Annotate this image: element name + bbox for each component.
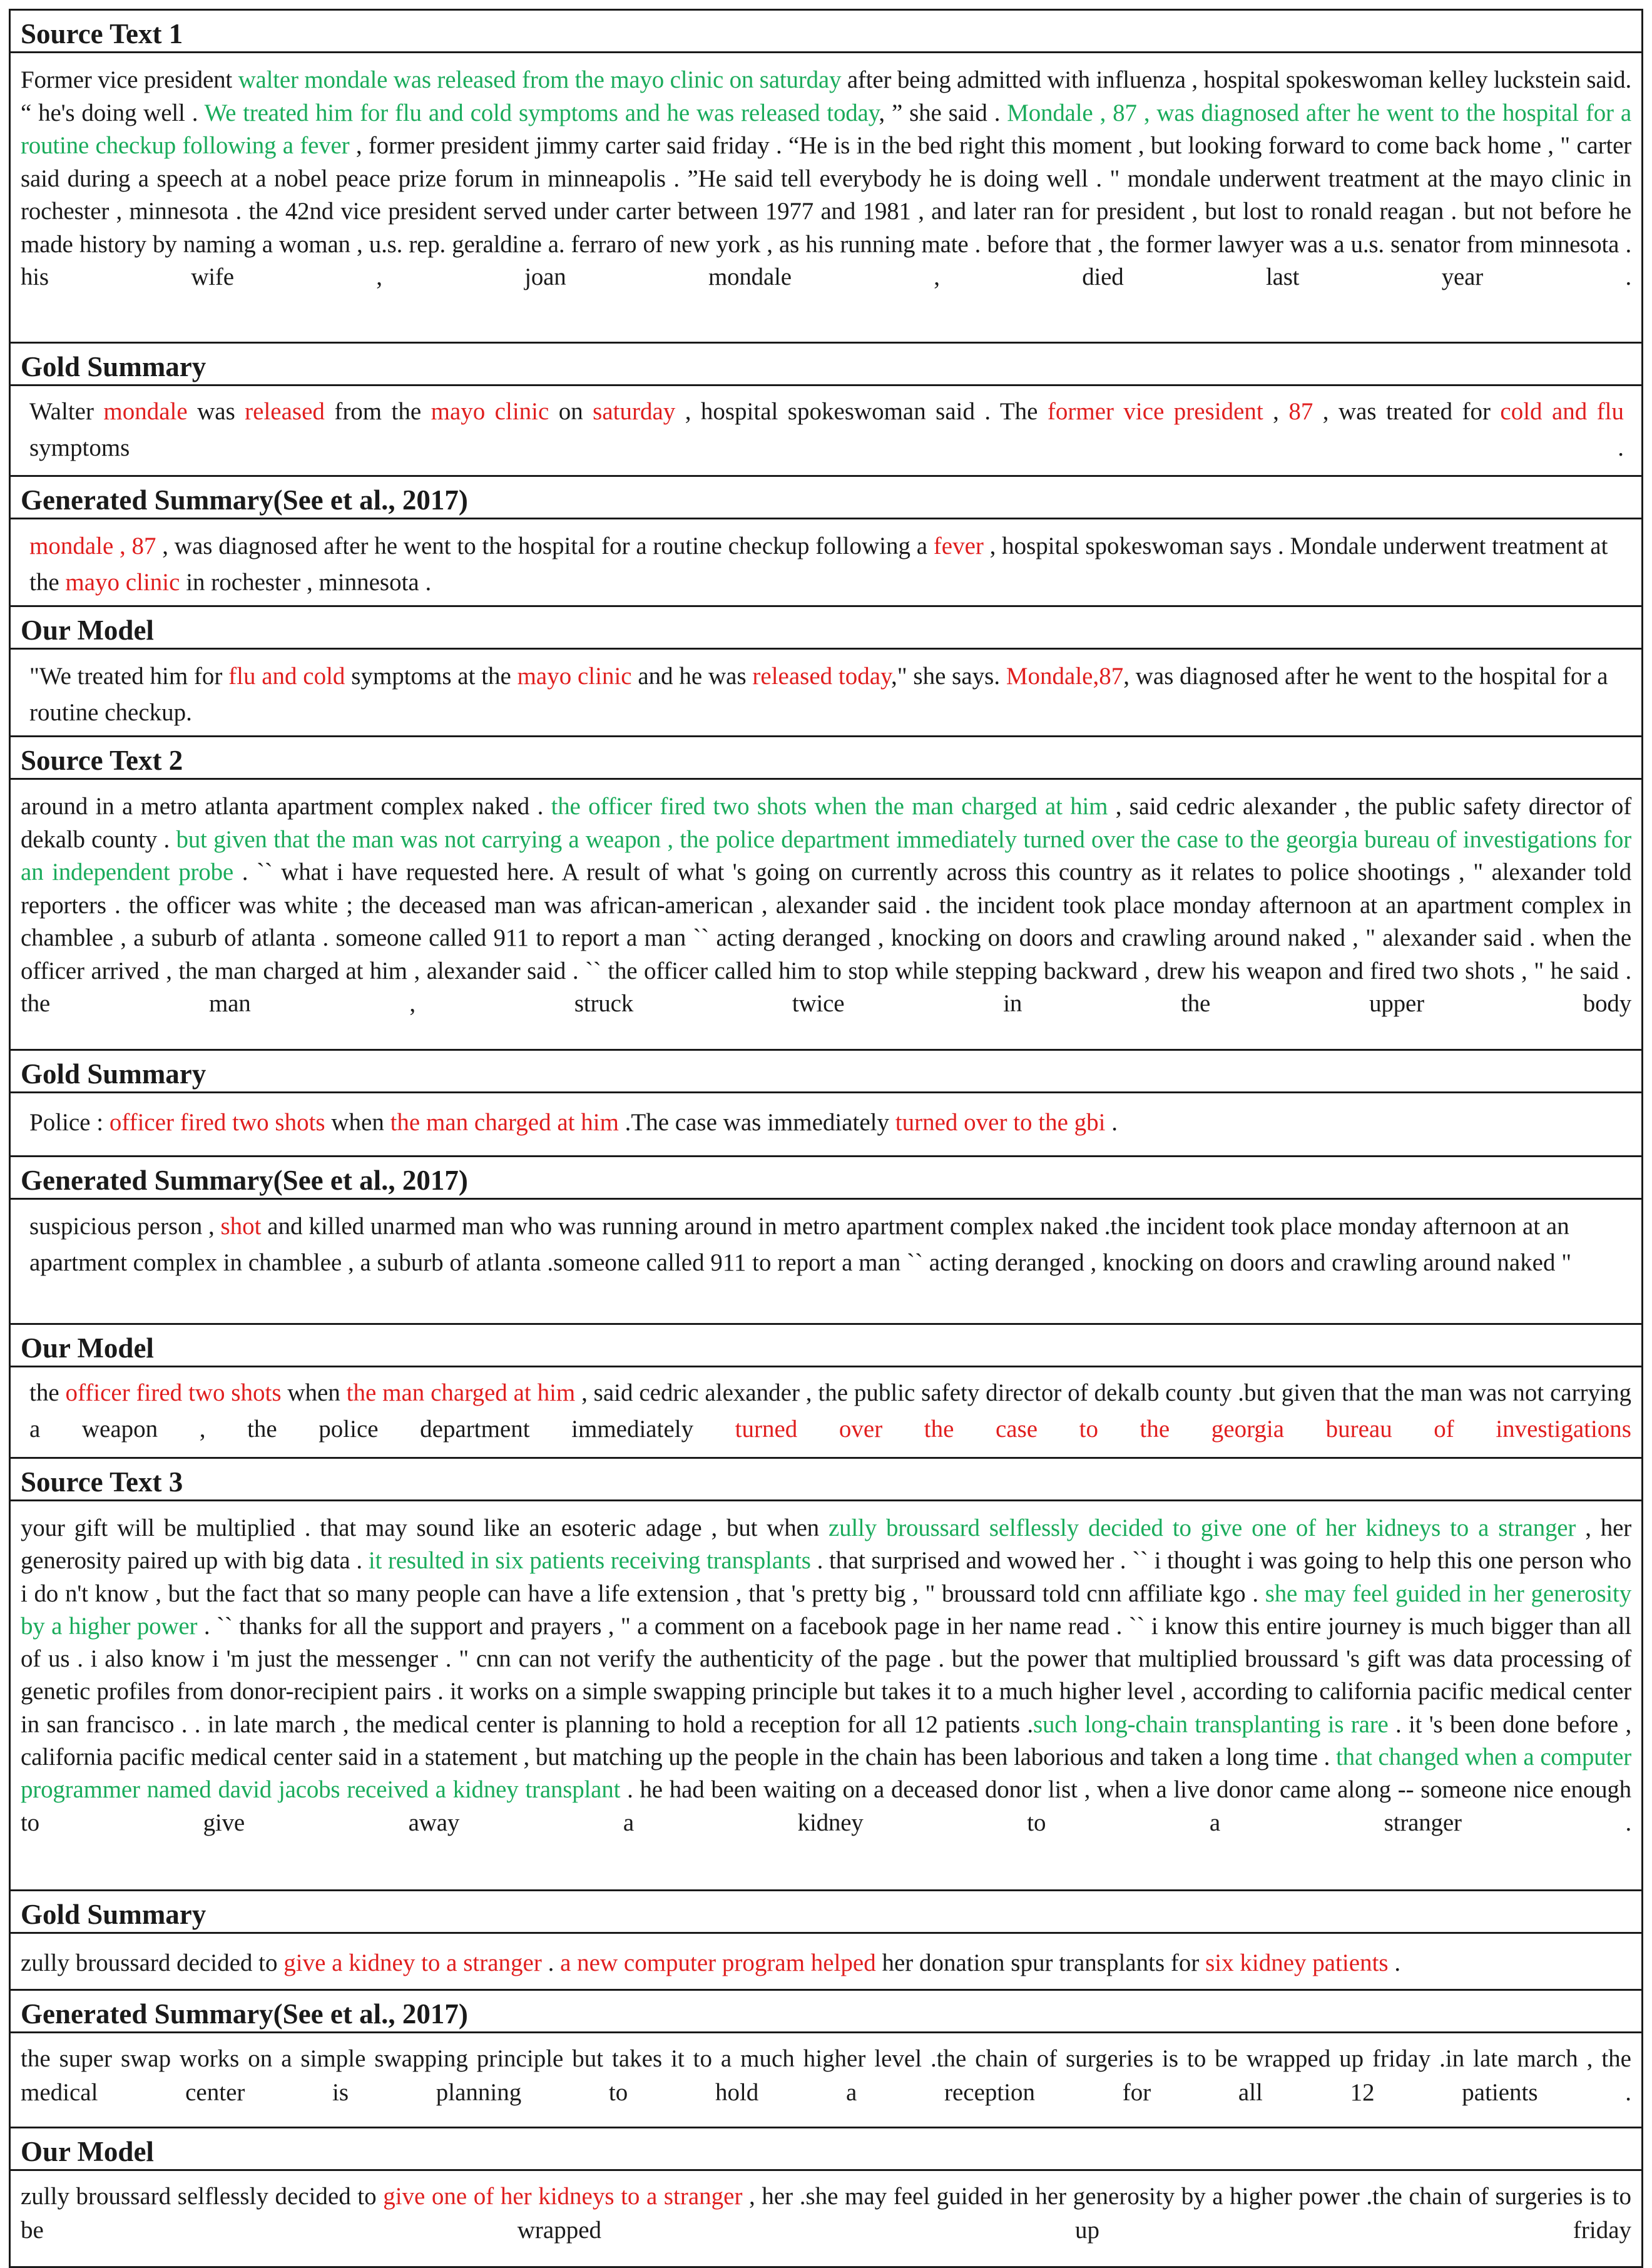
text-span: the super swap works on a simple swapping principle but takes it to a much higher level .the chain of surgeries is to be wrapped up friday .in late march , the medical center is planning to hold a reception for all 12 patients .: [21, 2045, 1631, 2106]
source-text-2-header: Source Text 2: [11, 737, 1641, 780]
matched-phrase: flu and cold: [228, 663, 345, 690]
source-highlight: such long-chain transplanting is rare: [1032, 1710, 1389, 1738]
matched-phrase: Mondale,87: [1006, 663, 1124, 690]
text-span: , ” she said .: [879, 99, 1007, 126]
our-model-1: [11, 650, 1641, 737]
text-span: . he had been waiting on a deceased donor list , when a live donor came along -- someone nice enough to give away a kidney to a stranger .: [21, 1776, 1631, 1836]
text-span: suspicious person ,: [29, 1213, 221, 1240]
text-span: and he was: [631, 663, 753, 690]
matched-phrase: mondale , 87: [29, 533, 156, 559]
text-span: , said cedric alexander , the public safety director of dekalb county .: [21, 793, 1631, 853]
matched-phrase: give one of her kidneys to a stranger: [383, 2183, 743, 2210]
gold-summary-3-header: Gold Summary: [11, 1891, 1641, 1934]
text-span: ," she says.: [891, 663, 1006, 690]
generated-summary-2: [11, 1200, 1641, 1325]
gold-summary-2: [11, 1093, 1641, 1157]
text-span: .The case was immediately: [618, 1109, 895, 1136]
generated-summary-3-header: Generated Summary(See et al., 2017): [11, 1991, 1641, 2033]
text-span: when: [325, 1109, 390, 1136]
text-span: .: [541, 1949, 561, 1976]
source-text-2: [11, 780, 1641, 1051]
text-span: . it 's been done before , california pacific medical center said in a statement , but matching up the people in the chain has been laborious and taken a long time .: [21, 1710, 1632, 1771]
source-highlight: We treated him for flu and cold symptoms and he was released today: [204, 99, 879, 126]
text-span: .: [1105, 1109, 1118, 1136]
text-span: symptoms .: [29, 434, 1624, 461]
generated-summary-3: [11, 2033, 1641, 2128]
matched-phrase: the man charged at him: [390, 1109, 619, 1136]
text-span: around in a metro atlanta apartment complex naked .: [21, 793, 551, 820]
matched-phrase: turned over to the gbi: [895, 1109, 1106, 1136]
text-span: "We treated him for: [29, 663, 229, 690]
gold-summary-2-header: Gold Summary: [11, 1051, 1641, 1093]
text-span: zully broussard selflessly decided to: [21, 2183, 384, 2210]
text-span: the: [29, 1379, 66, 1406]
our-model-1-header: Our Model: [11, 607, 1641, 650]
gold-summary-3: [11, 1934, 1641, 1991]
matched-phrase: give a kidney to a stranger: [283, 1949, 542, 1976]
matched-phrase: mayo clinic: [517, 663, 632, 690]
source-text-1: [11, 53, 1641, 344]
text-span: Former vice president: [21, 66, 238, 93]
matched-phrase: the man charged at him: [346, 1379, 576, 1406]
matched-phrase: released: [245, 398, 325, 425]
matched-phrase: six kidney patients: [1205, 1949, 1389, 1976]
matched-phrase: saturday: [593, 398, 676, 425]
matched-phrase: mayo clinic: [65, 569, 180, 596]
text-span: ,: [1263, 398, 1289, 425]
text-span: , was diagnosed after he went to the hospital for a routine checkup.: [29, 663, 1608, 726]
comparison-table: [9, 9, 1643, 2268]
text-span: Walter: [29, 398, 104, 425]
generated-summary-2-header: Generated Summary(See et al., 2017): [11, 1157, 1641, 1200]
text-span: from the: [324, 398, 431, 425]
source-highlight: she may feel guided in her generosity by a higher power: [21, 1580, 1631, 1640]
source-text-3-header: Source Text 3: [11, 1459, 1641, 1501]
text-span: your gift will be multiplied . that may sound like an esoteric adage , but when: [21, 1515, 829, 1541]
source-highlight: it resulted in six patients receiving transplants: [368, 1547, 811, 1575]
example-2: [11, 737, 1641, 1459]
gold-summary-1-header: Gold Summary: [11, 344, 1641, 386]
text-span: when: [281, 1379, 347, 1406]
example-1: [11, 11, 1641, 737]
text-span: was: [187, 398, 245, 425]
source-text-1-header: Source Text 1: [11, 11, 1641, 53]
text-span: zully broussard decided to: [21, 1949, 284, 1976]
matched-phrase: mondale: [103, 398, 188, 425]
matched-phrase: officer fired two shots: [109, 1109, 325, 1136]
source-text-3: [11, 1501, 1641, 1891]
text-span: after being admitted with influenza , hospital spokeswoman kelley luckstein said. “ he's doing well .: [21, 66, 1632, 126]
matched-phrase: mayo clinic: [431, 398, 549, 425]
source-highlight: walter mondale was released from the mayo clinic on saturday: [238, 66, 842, 93]
text-span: , was diagnosed after he went to the hospital for a routine checkup following a: [156, 533, 934, 559]
generated-summary-1: [11, 519, 1641, 607]
matched-phrase: shot: [220, 1213, 262, 1240]
example-3: [11, 1459, 1641, 2266]
matched-phrase: turned over the case to the georgia bureau of investigations: [735, 1416, 1631, 1443]
text-span: . that surprised and wowed her . `` i thought i was going to help this one person who i do n't know , but the fact that so many people can have a life extension , that 's pretty big , " broussard told cnn affiliate kgo .: [21, 1547, 1631, 1607]
text-span: , was treated for: [1313, 398, 1501, 425]
text-span: Police :: [29, 1109, 110, 1136]
text-span: her donation spur transplants for: [875, 1949, 1206, 1976]
text-span: and killed unarmed man who was running around in metro apartment complex naked .the incident took place monday afternoon at an apartment complex in chamblee , a suburb of atlanta .someone called 911 to report a man `` acting deranged , knocking on doors and crawling around naked ": [29, 1213, 1572, 1276]
our-model-3: [11, 2171, 1641, 2266]
our-model-2: [11, 1367, 1641, 1459]
text-span: symptoms at the: [345, 663, 518, 690]
matched-phrase: 87: [1288, 398, 1313, 425]
our-model-2-header: Our Model: [11, 1325, 1641, 1367]
text-span: .: [1388, 1949, 1401, 1976]
generated-summary-1-header: Generated Summary(See et al., 2017): [11, 477, 1641, 519]
matched-phrase: former vice president: [1047, 398, 1263, 425]
text-span: in rochester , minnesota .: [180, 569, 432, 596]
text-span: on: [549, 398, 593, 425]
text-span: , her generosity paired up with big data .: [21, 1515, 1631, 1575]
text-span: , hospital spokeswoman says . Mondale underwent treatment at the: [29, 533, 1608, 596]
text-span: , former president jimmy carter said friday . “He is in the bed right this moment , but looking forward to come back home , " carter said during a speech at a nobel peace prize forum in minneapolis . ”He said tell everybody he is doing well . " mondale underwent treatment at the mayo clinic in rochester , minnesota . the 42nd vice president served under carter between 1977 and 1981 , and later ran for president , but lost to ronald reagan . but not before he made history by naming a woman , u.s. rep. geraldine a. ferraro of new york , as his running mate . before that , the former lawyer was a u.s. senator from minnesota . his wife , joan mondale , died last year .: [21, 132, 1631, 290]
matched-phrase: released today: [752, 663, 892, 690]
source-highlight: Mondale , 87 , was diagnosed after he went to the hospital for a routine checkup following a fever: [21, 99, 1631, 159]
source-highlight: the officer fired two shots when the man charged at him: [551, 793, 1108, 820]
text-span: . `` thanks for all the support and prayers , " a comment on a facebook page in her name read . `` i know this entire journey is much bigger than all of us . i also know i 'm just the messenger . " cnn can not verify the authenticity of the page . but the power that multiplied broussard 's gift was data processing of genetic profiles from donor-recipient pairs . it works on a simple swapping principle but takes it to a much higher level , according to california pacific medical center in san francisco . . in late march , the medical center is planning to hold a reception for all 12 patients .: [21, 1612, 1631, 1738]
matched-phrase: cold and flu: [1500, 398, 1624, 425]
text-span: , her .she may feel guided in her generosity by a higher power .the chain of surgeries is to be wrapped up friday: [21, 2183, 1631, 2244]
our-model-3-header: Our Model: [11, 2128, 1641, 2171]
source-highlight: zully broussard selflessly decided to give one of her kidneys to a stranger: [828, 1515, 1576, 1541]
source-highlight: but given that the man was not carrying a weapon , the police department immediately turned over the case to the georgia bureau of investigations for an independent probe: [21, 825, 1631, 886]
text-span: , said cedric alexander , the public safety director of dekalb county .but given that the man was not carrying a weapon , the police department immediately: [29, 1379, 1631, 1443]
text-span: . `` what i have requested here. A result of what 's going on currently across this country as it relates to police shootings , " alexander told reporters . the officer was white ; the deceased man was african-american , alexander said . the incident took place monday afternoon at an apartment complex in chamblee , a suburb of atlanta . someone called 911 to report a man `` acting deranged , knocking on doors and crawling around naked , " alexander said . when the officer arrived , the man charged at him , alexander said . `` the officer called him to stop while stepping backward , drew his weapon and fired two shots , " he said . the man , struck twice in the upper body: [21, 859, 1631, 1017]
gold-summary-1: [11, 386, 1641, 477]
text-span: , hospital spokeswoman said . The: [675, 398, 1048, 425]
source-highlight: that changed when a computer programmer named david jacobs received a kidney transplant: [21, 1744, 1632, 1804]
matched-phrase: a new computer program helped: [560, 1949, 876, 1976]
matched-phrase: fever: [933, 533, 984, 559]
matched-phrase: officer fired two shots: [65, 1379, 282, 1406]
